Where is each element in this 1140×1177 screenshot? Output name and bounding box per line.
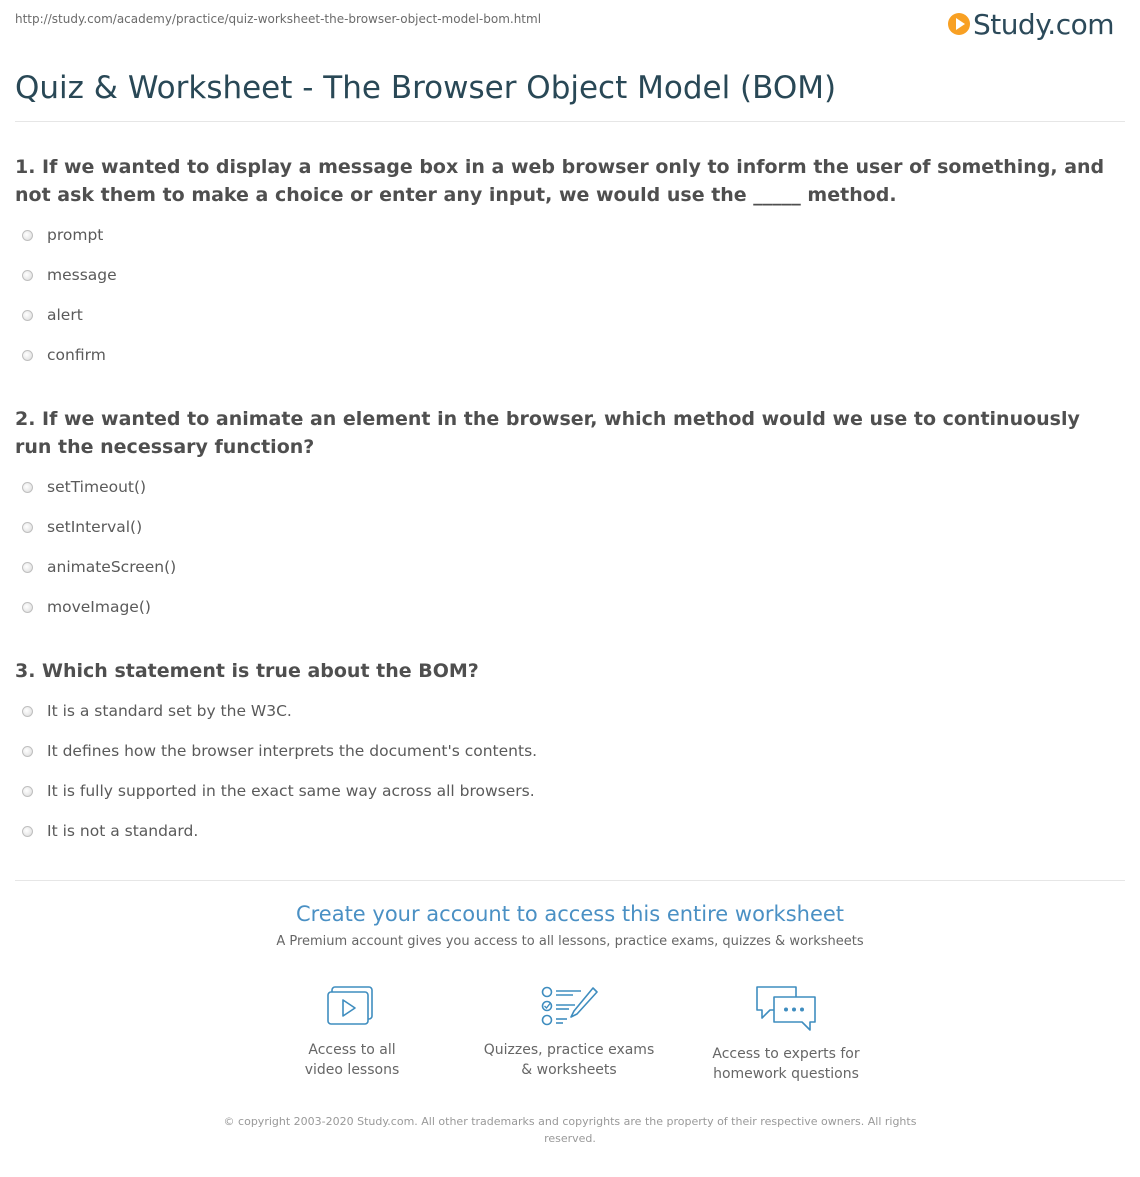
radio-button[interactable] [22,350,33,361]
feature-label: Access to experts for homework questions [712,1046,860,1082]
answer-option[interactable] [22,702,292,720]
question-3: 3. Which statement is true about the BOM? [15,660,479,682]
radio-button[interactable] [22,310,33,321]
answer-label: It defines how the browser interprets the document's contents. [47,742,538,760]
feature-quizzes [469,984,669,1080]
answer-option[interactable] [22,226,103,244]
play-logo-icon [948,13,970,35]
answer-label: setTimeout() [47,478,147,496]
answer-label: alert [47,306,83,324]
radio-button[interactable] [22,270,33,281]
cta-subtitle: A Premium account gives you access to all lessons, practice exams, quizzes & worksheets [276,934,864,949]
feature-label: Access to all video lessons [304,1042,400,1078]
answer-option[interactable] [22,822,198,840]
answer-option[interactable] [22,346,106,364]
page-url: http://study.com/academy/practice/quiz-worksheet-the-browser-object-model-bom.html [15,12,542,26]
title-divider [15,121,1125,122]
radio-button[interactable] [22,706,33,717]
feature-video-lessons [252,984,452,1080]
answer-option[interactable] [22,518,142,536]
question-1: 1. If we wanted to display a message box in a web browser only to inform the user of something, and not ask them to make a choice or enter any input, we would use the _____ method. [15,156,1105,206]
logo-text: Study.com [972,7,1114,41]
chat-bubbles-icon [754,984,818,1034]
answer-label: confirm [47,346,106,364]
answer-option[interactable] [22,558,176,576]
answer-option[interactable] [22,782,535,800]
section-divider [15,880,1125,881]
feature-label: Quizzes, practice exams & worksheets [483,1042,655,1078]
radio-button[interactable] [22,562,33,573]
answer-label: prompt [47,226,104,244]
video-lesson-icon [324,984,380,1030]
radio-button[interactable] [22,786,33,797]
radio-button[interactable] [22,230,33,241]
answer-label: animateScreen() [47,558,177,576]
radio-button[interactable] [22,826,33,837]
radio-button[interactable] [22,482,33,493]
feature-experts [686,984,886,1084]
answer-option[interactable] [22,598,151,616]
create-account-link[interactable]: Create your account to access this entire worksheet [295,902,845,926]
radio-button[interactable] [22,746,33,757]
page-title: Quiz & Worksheet - The Browser Object Model (BOM) [15,70,837,106]
answer-option[interactable] [22,266,117,284]
answer-option[interactable] [22,478,146,496]
study-logo[interactable] [948,6,1114,42]
answer-label: It is a standard set by the W3C. [47,702,292,720]
radio-button[interactable] [22,522,33,533]
answer-option[interactable] [22,742,537,760]
answer-label: setInterval() [47,518,143,536]
answer-label: moveImage() [47,598,151,616]
answer-label: It is not a standard. [47,822,199,840]
copyright-footer: © copyright 2003-2020 Study.com. All other trademarks and copyrights are the property of their respective owners. All rights reserved. [223,1115,917,1145]
answer-label: It is fully supported in the exact same way across all browsers. [47,782,535,800]
question-2: 2. If we wanted to animate an element in the browser, which method would we use to continuously run the necessary function? [15,408,1080,458]
quiz-checklist-icon [539,984,599,1030]
answer-label: message [47,266,117,284]
answer-option[interactable] [22,306,83,324]
radio-button[interactable] [22,602,33,613]
